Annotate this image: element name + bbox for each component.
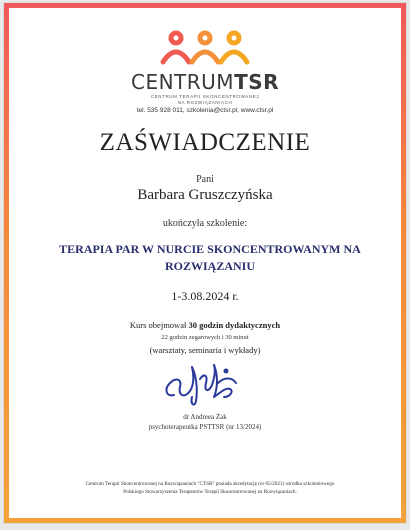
signer-role: psychoterapeutka PSTTSR (nr 13/2024): [148, 423, 262, 431]
tagline-line-1: CENTRUM TERAPII SKONCENTROWANEJ: [150, 94, 260, 99]
contact-line: tel. 535 928 011, szkolenia@ctsr.pl, www.ctsr.pl: [136, 107, 274, 114]
signer-name: dr Andreea Żak: [183, 413, 227, 421]
brand-bold: TSR: [234, 70, 280, 94]
course-title: [49, 241, 371, 275]
course-title-line-1: TERAPIA PAR W NURCIE SKONCENTROWANYM NA: [59, 242, 361, 256]
recipient-name: Barbara Gruszczyńska: [137, 187, 273, 203]
hours-types: (warsztaty, seminaria i wykłady): [149, 345, 261, 355]
certificate-page: [4, 3, 406, 523]
brand-tagline: [9, 94, 401, 105]
certificate-title: ZAŚWIADCZENIE: [99, 129, 311, 156]
course-title-line-2: ROZWIĄZANIU: [164, 259, 255, 273]
hours-bold: 30 godzin dydaktycznych: [188, 320, 281, 330]
accreditation-footer: [47, 480, 373, 496]
salutation: Pani: [196, 174, 214, 185]
course-dates: 1-3.08.2024 r.: [171, 289, 239, 303]
hours-detail: 22 godzin zegarowych i 30 minut: [161, 334, 249, 341]
completed-text: ukończyła szkolenie:: [162, 218, 248, 229]
course-hours: [9, 320, 401, 330]
brand-logo: [9, 70, 401, 94]
tagline-line-2: NA ROZWIĄZANIACH: [177, 99, 233, 105]
brand-light: CENTRUM: [130, 70, 235, 94]
hours-prefix: Kurs obejmował: [129, 320, 189, 330]
footer-line-1: Centrum Terapii Skoncentrowanej na Rozwiązaniach "CTSR" posiada akredytację (nr 05/2021) ośrodka szkoleniowego: [85, 481, 335, 487]
footer-line-2: Polskiego Stowarzyszenia Terapeutów Terapii Skoncentrowanej na Rozwiązaniach.: [123, 489, 297, 495]
logo-figures-icon: [9, 30, 401, 66]
signature-icon: [9, 353, 401, 409]
